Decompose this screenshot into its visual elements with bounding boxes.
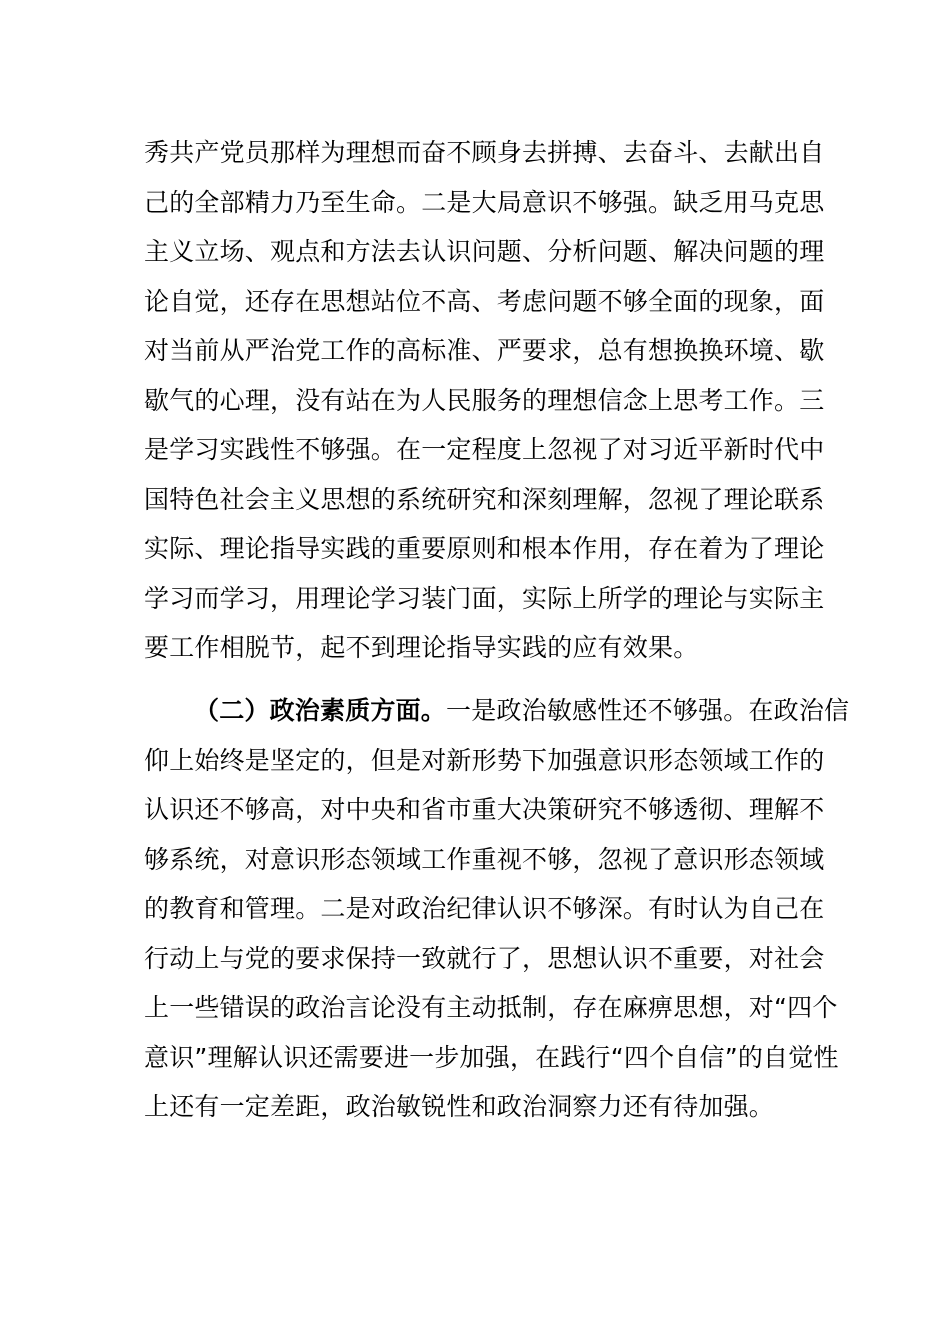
paragraph-line: 己的全部精力乃至生命。二是大局意识不够强。缺乏用马克思 [144,187,825,217]
paragraph-line: 国特色社会主义思想的系统研究和深刻理解，忽视了理论联系 [144,484,825,514]
paragraph-line: 仰上始终是坚定的，但是对新形势下加强意识形态领域工作的 [144,745,825,775]
paragraph-line: 上一些错误的政治言论没有主动抵制，存在麻痹思想，对“四个 [144,993,838,1022]
paragraph-line: 对当前从严治党工作的高标准、严要求，总有想换换环境、歇 [144,336,825,365]
paragraph-ideology [144,128,825,673]
paragraph-line: 上还有一定差距，政治敏锐性和政治洞察力还有待加强。 [144,1092,775,1121]
paragraph-line: 够系统，对意识形态领域工作重视不够，忽视了意识形态领域 [144,844,825,874]
paragraph-line: 是学习实践性不够强。在一定程度上忽视了对习近平新时代中 [144,435,825,464]
paragraph-first-line [144,686,850,736]
paragraph-line-rest: 一是政治敏感性还不够强。在政治信 [446,696,850,725]
paragraph-line: 行动上与党的要求保持一致就行了，思想认识不重要，对社会 [144,943,825,973]
paragraph-political-quality [144,686,850,1132]
paragraph-line: 主义立场、观点和方法去认识问题、分析问题、解决问题的理 [144,237,825,266]
paragraph-line: 歇气的心理，没有站在为人民服务的理想信念上思考工作。三 [144,385,825,415]
paragraph-line: 的教育和管理。二是对政治纪律认识不够深。有时认为自己在 [144,894,825,923]
section-heading: （二）政治素质方面。 [194,696,447,725]
paragraph-line: 要工作相脱节，起不到理论指导实践的应有效果。 [144,633,699,662]
paragraph-line: 秀共产党员那样为理想而奋不顾身去拼搏、去奋斗、去献出自 [144,138,825,167]
paragraph-line: 学习而学习，用理论学习装门面，实际上所学的理论与实际主 [144,583,825,613]
paragraph-line: 实际、理论指导实践的重要原则和根本作用，存在着为了理论 [144,534,825,563]
paragraph-line: 认识还不够高，对中央和省市重大决策研究不够透彻、理解不 [144,795,825,824]
paragraph-line: 意识”理解认识还需要进一步加强，在践行“四个自信”的自觉性 [144,1042,839,1072]
paragraph-line: 论自觉，还存在思想站位不高、考虑问题不够全面的现象，面 [144,286,825,316]
